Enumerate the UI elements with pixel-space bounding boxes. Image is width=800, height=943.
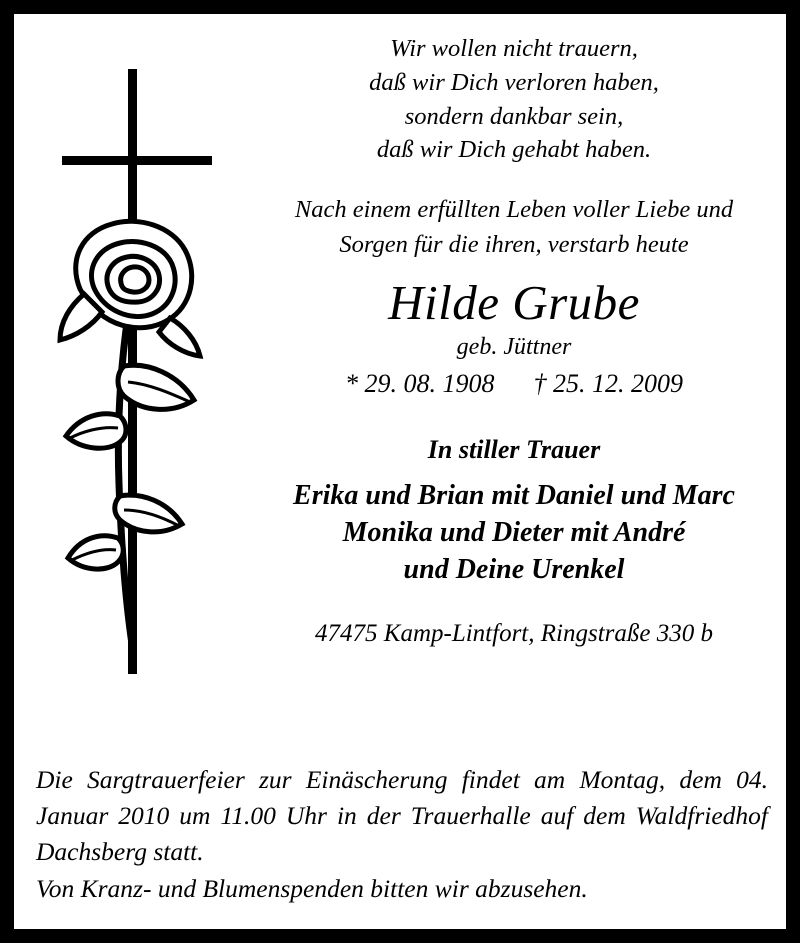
poem-line: Wir wollen nicht trauern, <box>390 35 638 62</box>
maiden-name: geb. Jüttner <box>456 333 572 360</box>
flowers-note: Von Kranz- und Blumenspenden bitten wir abzusehen. <box>36 873 588 903</box>
service-details: Die Sargtrauerfeier zur Einäscherung findet am Montag, dem 04. Januar 2010 um 11.00 Uhr in der Trauerhalle auf dem Waldfriedhof Dachsberg statt. <box>36 765 768 867</box>
poem-block <box>254 32 774 167</box>
mourning-label: In stiller Trauer <box>427 434 601 464</box>
mourners-block <box>254 477 774 589</box>
cross-with-rose-icon <box>20 44 250 684</box>
notice-text-column <box>254 32 774 648</box>
deceased-name: Hilde Grube <box>388 274 640 330</box>
life-dates <box>254 369 774 399</box>
mourner-line: Erika und Brian mit Daniel und Marc <box>293 479 735 511</box>
mourner-line: und Deine Urenkel <box>403 554 625 586</box>
poem-line: daß wir Dich gehabt haben. <box>376 136 652 164</box>
poem-line: daß wir Dich verloren haben, <box>369 68 659 96</box>
intro-block <box>254 193 774 263</box>
intro-line: Nach einem erfüllten Leben voller Liebe und <box>294 196 734 224</box>
notice-inner-panel <box>14 14 786 929</box>
mourner-line: Monika und Dieter mit André <box>342 516 686 548</box>
footer-block <box>36 762 768 907</box>
address-line: 47475 Kamp-Lintfort, Ringstraße 330 b <box>315 620 713 648</box>
intro-line: Sorgen für die ihren, verstarb heute <box>339 230 689 258</box>
birth-date: * 29. 08. 1908 <box>345 368 495 398</box>
poem-line: sondern dankbar sein, <box>404 102 624 130</box>
death-date: † 25. 12. 2009 <box>533 368 683 398</box>
